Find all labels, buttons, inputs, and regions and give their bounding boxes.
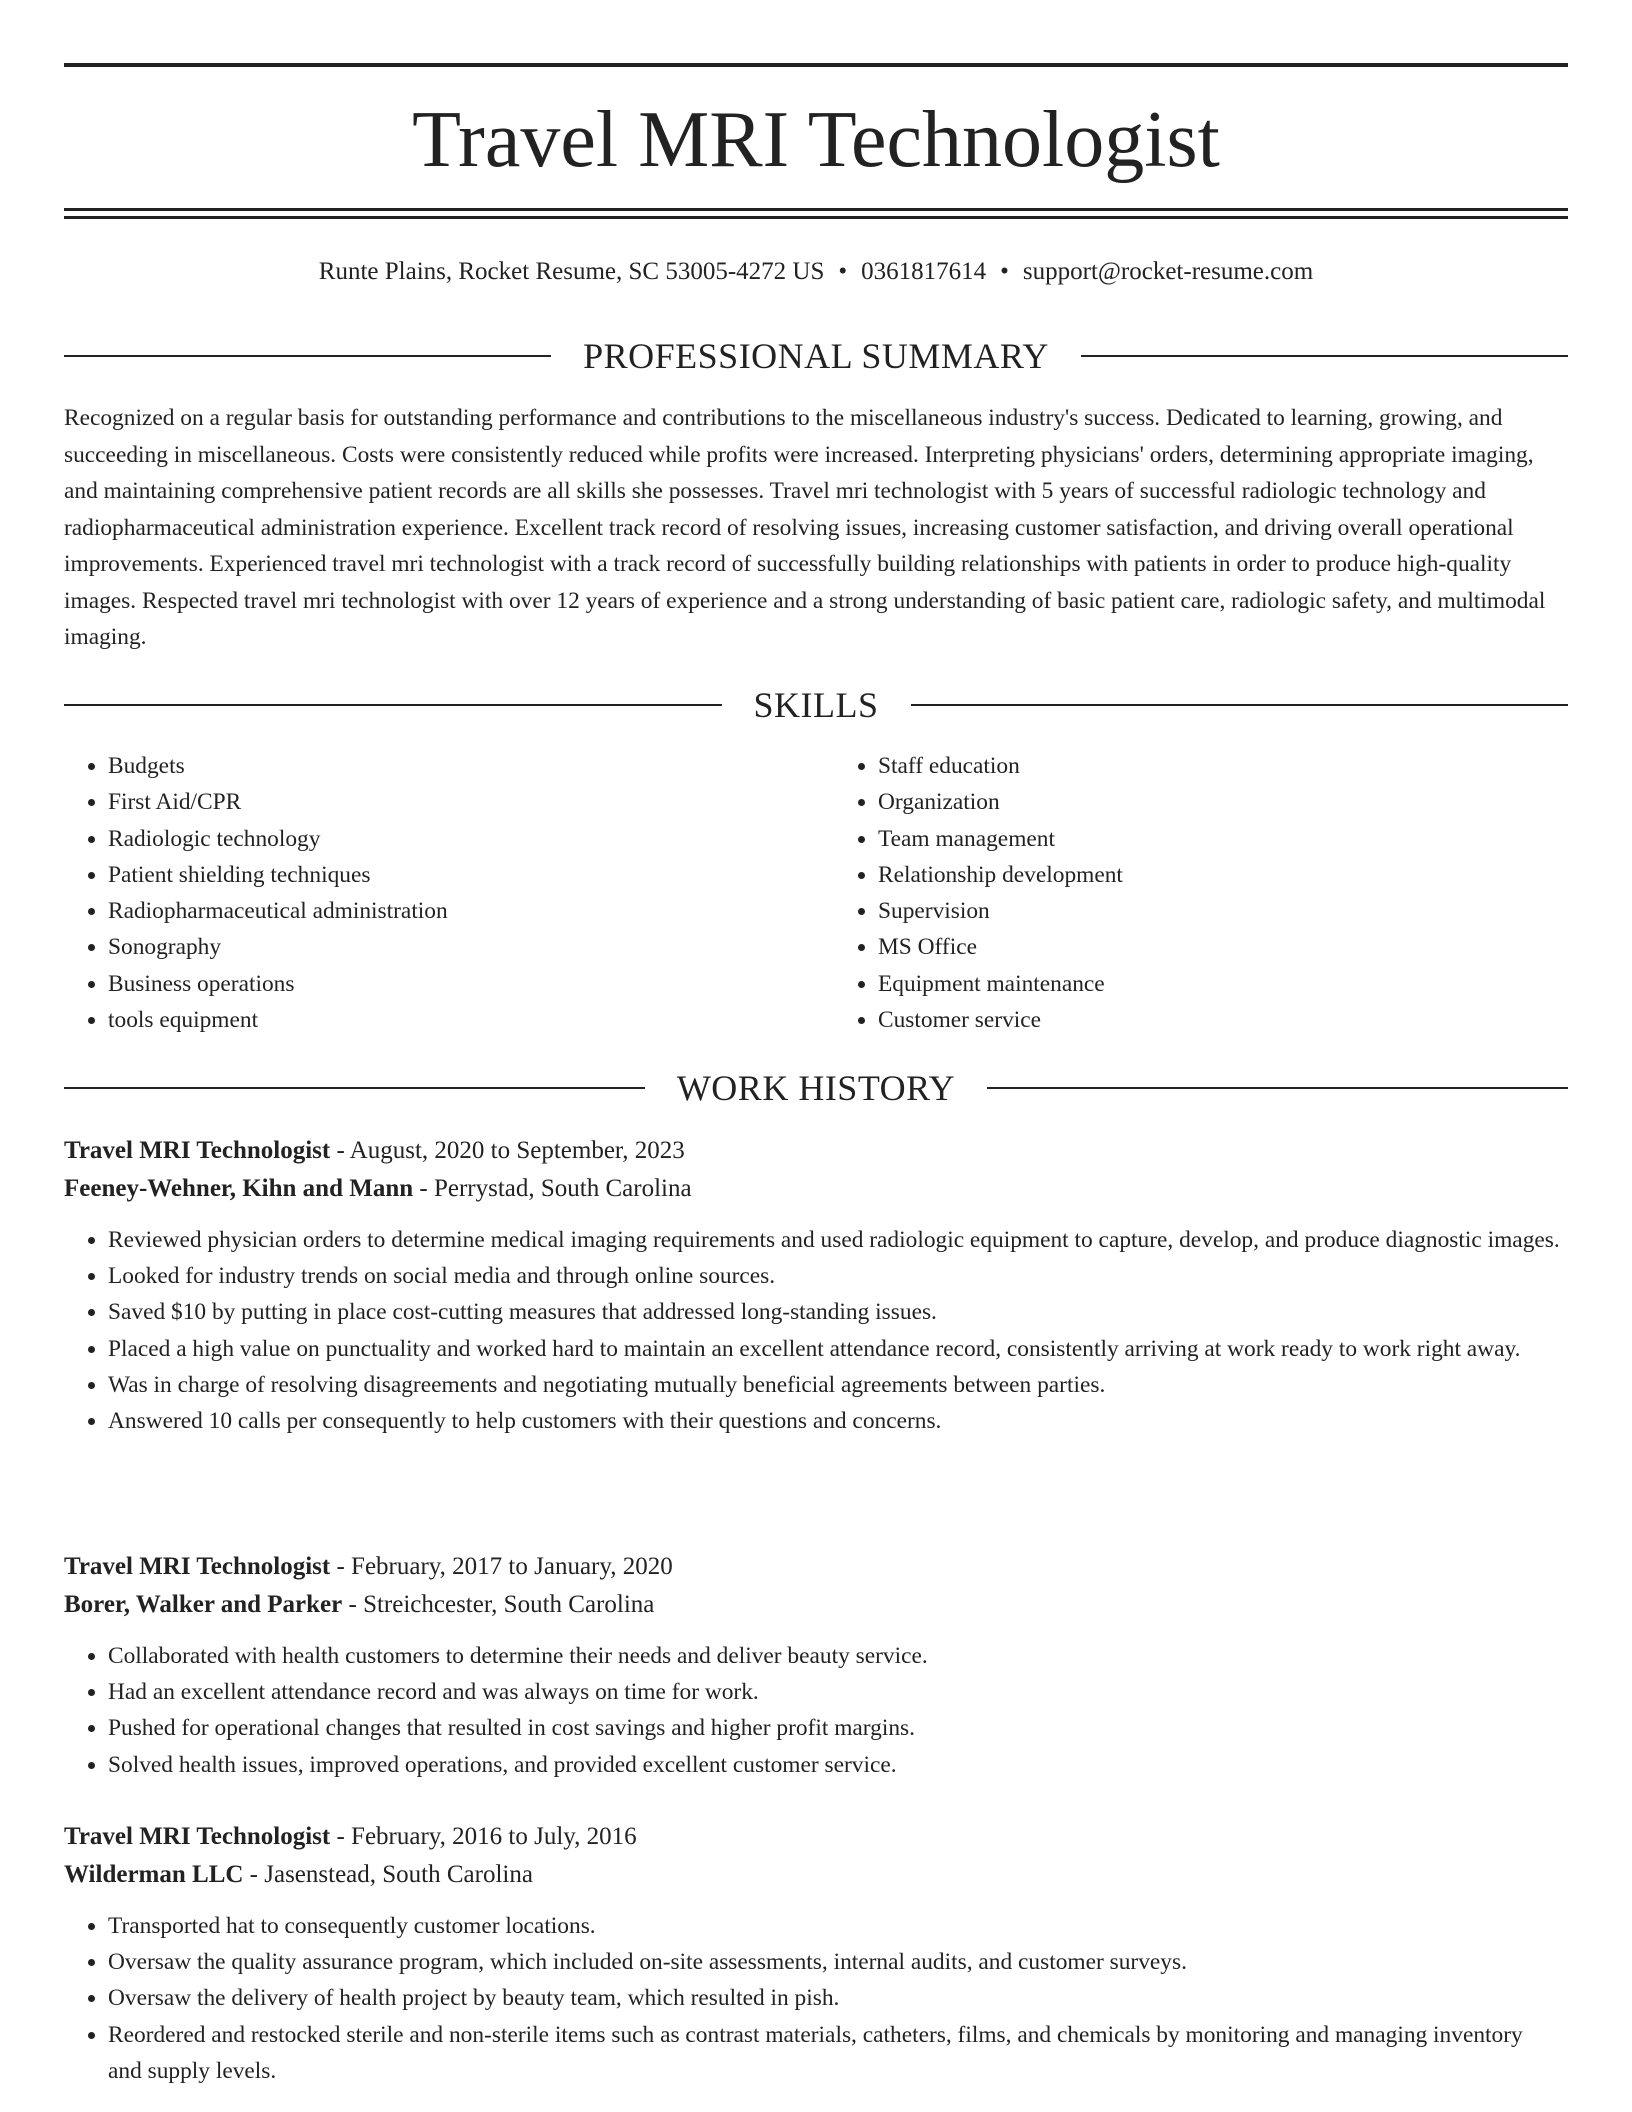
job-bullet: • Transported hat to consequently customer locations. — [108, 1908, 1568, 1944]
work-heading-label: WORK HISTORY — [676, 1068, 956, 1108]
skill-item: • Equipment maintenance — [878, 966, 1568, 1002]
job-bullet: • Looked for industry trends on social media and through online sources. — [108, 1258, 1568, 1294]
job-role-line — [64, 1548, 1568, 1586]
job-company-line — [64, 1586, 1568, 1624]
title-rule-upper — [64, 208, 1568, 211]
job-title: Travel MRI Technologist — [64, 1553, 331, 1580]
job-location: - Perrystad, South Carolina — [413, 1175, 692, 1202]
skills-heading-label: SKILLS — [753, 685, 879, 725]
skill-item: • Radiologic technology — [108, 821, 798, 857]
job-bullet: • Oversaw the quality assurance program, which included on-site assessments, internal audits, and customer surveys. — [108, 1944, 1568, 1980]
resume-title: Travel MRI Technologist — [412, 96, 1220, 184]
job-bullet: • Oversaw the delivery of health project by beauty team, which resulted in pish. — [108, 1980, 1568, 2016]
job-title: Travel MRI Technologist — [64, 1823, 331, 1850]
job-location: - Jasenstead, South Carolina — [243, 1861, 533, 1888]
contact-address: Runte Plains, Rocket Resume, SC 53005-4272 US — [318, 258, 825, 285]
job-role-line — [64, 1132, 1568, 1170]
heading-rule-left — [64, 1087, 645, 1089]
job-bullet: • Solved health issues, improved operations, and provided excellent customer service. — [108, 1747, 1568, 1783]
heading-rule-right — [1081, 355, 1568, 357]
heading-rule-left — [64, 704, 722, 706]
job-title: Travel MRI Technologist — [64, 1137, 331, 1164]
job-entry — [64, 1818, 1568, 2089]
contact-separator: • — [838, 258, 848, 285]
summary-text: Recognized on a regular basis for outstanding performance and contributions to the miscellaneous industry's success. Dedicated to learning, growing, and succeeding in miscellaneous. Costs were consistently reduced while profits were increased. Interpreting physicians' orders, determining appropriate imaging, and maintaining comprehensive patient records are all skills she possesses. Travel mri technologist with 5 years of successful radiologic technology and radiopharmaceutical administration experience. Excellent track record of resolving issues, increasing customer satisfaction, and driving overall operational improvements. Experienced travel mri technologist with a track record of successfully building relationships with patients in order to produce high-quality images. Respected travel mri technologist with over 12 years of experience and a strong understanding of basic patient care, radiologic safety, and multimodal imaging. — [64, 405, 1546, 650]
skills-list — [64, 748, 1568, 1038]
contact-email: support@rocket-resume.com — [1022, 258, 1314, 285]
job-company: Wilderman LLC — [64, 1861, 244, 1888]
job-dates: - August, 2020 to September, 2023 — [330, 1137, 685, 1164]
skill-item: • tools equipment — [108, 1002, 798, 1038]
job-role-line — [64, 1818, 1568, 1856]
work-heading — [64, 1066, 1568, 1110]
job-bullet: • Was in charge of resolving disagreements and negotiating mutually beneficial agreements between parties. — [108, 1367, 1568, 1403]
job-bullets — [64, 1908, 1568, 2089]
skill-item: • Team management — [878, 821, 1568, 857]
skill-item: • Budgets — [108, 748, 798, 784]
skill-item: • Supervision — [878, 893, 1568, 929]
heading-rule-right — [987, 1087, 1568, 1089]
contact-phone: 0361817614 — [861, 258, 987, 285]
job-company-line — [64, 1170, 1568, 1208]
heading-rule-right — [911, 704, 1569, 706]
skill-item: • Staff education — [878, 748, 1568, 784]
job-bullet: • Placed a high value on punctuality and worked hard to maintain an excellent attendance record, consistently arriving at work ready to work right away. — [108, 1331, 1568, 1367]
job-bullets — [64, 1638, 1568, 1783]
job-bullet: • Reordered and restocked sterile and non-sterile items such as contrast materials, catheters, films, and chemicals by monitoring and managing inventory and supply levels. — [108, 2017, 1568, 2089]
skill-item: • Customer service — [878, 1002, 1568, 1038]
summary-heading-label: PROFESSIONAL SUMMARY — [583, 336, 1049, 376]
contact-line — [64, 254, 1568, 290]
title-rule-lower — [64, 216, 1568, 219]
skills-column-left — [64, 748, 798, 1038]
job-company: Feeney-Wehner, Kihn and Mann — [64, 1175, 414, 1202]
skill-item: • Sonography — [108, 929, 798, 965]
skill-item: • Radiopharmaceutical administration — [108, 893, 798, 929]
job-location: - Streichcester, South Carolina — [342, 1591, 655, 1618]
job-entry — [64, 1132, 1568, 1439]
job-company: Borer, Walker and Parker — [64, 1591, 343, 1618]
job-bullets — [64, 1222, 1568, 1439]
job-company-line — [64, 1856, 1568, 1894]
job-dates: - February, 2016 to July, 2016 — [330, 1823, 637, 1850]
heading-rule-left — [64, 355, 551, 357]
skills-column-right — [798, 748, 1568, 1038]
job-bullet: • Answered 10 calls per consequently to help customers with their questions and concerns. — [108, 1403, 1568, 1439]
skill-item: • Patient shielding techniques — [108, 857, 798, 893]
skill-item: • Organization — [878, 784, 1568, 820]
job-bullet: • Saved $10 by putting in place cost-cutting measures that addressed long-standing issues. — [108, 1294, 1568, 1330]
summary-heading — [64, 334, 1568, 378]
job-bullet: • Collaborated with health customers to determine their needs and deliver beauty service. — [108, 1638, 1568, 1674]
job-bullet: • Reviewed physician orders to determine medical imaging requirements and used radiologic equipment to capture, develop, and produce diagnostic images. — [108, 1222, 1568, 1258]
job-bullet: • Pushed for operational changes that resulted in cost savings and higher profit margins. — [108, 1710, 1568, 1746]
job-bullet: • Had an excellent attendance record and was always on time for work. — [108, 1674, 1568, 1710]
skills-heading — [64, 683, 1568, 727]
contact-separator: • — [1000, 258, 1009, 285]
skill-item: • MS Office — [878, 929, 1568, 965]
job-dates: - February, 2017 to January, 2020 — [330, 1553, 673, 1580]
skill-item: • First Aid/CPR — [108, 784, 798, 820]
job-entry — [64, 1548, 1568, 1783]
top-rule — [64, 63, 1568, 67]
skill-item: • Relationship development — [878, 857, 1568, 893]
skill-item: • Business operations — [108, 966, 798, 1002]
